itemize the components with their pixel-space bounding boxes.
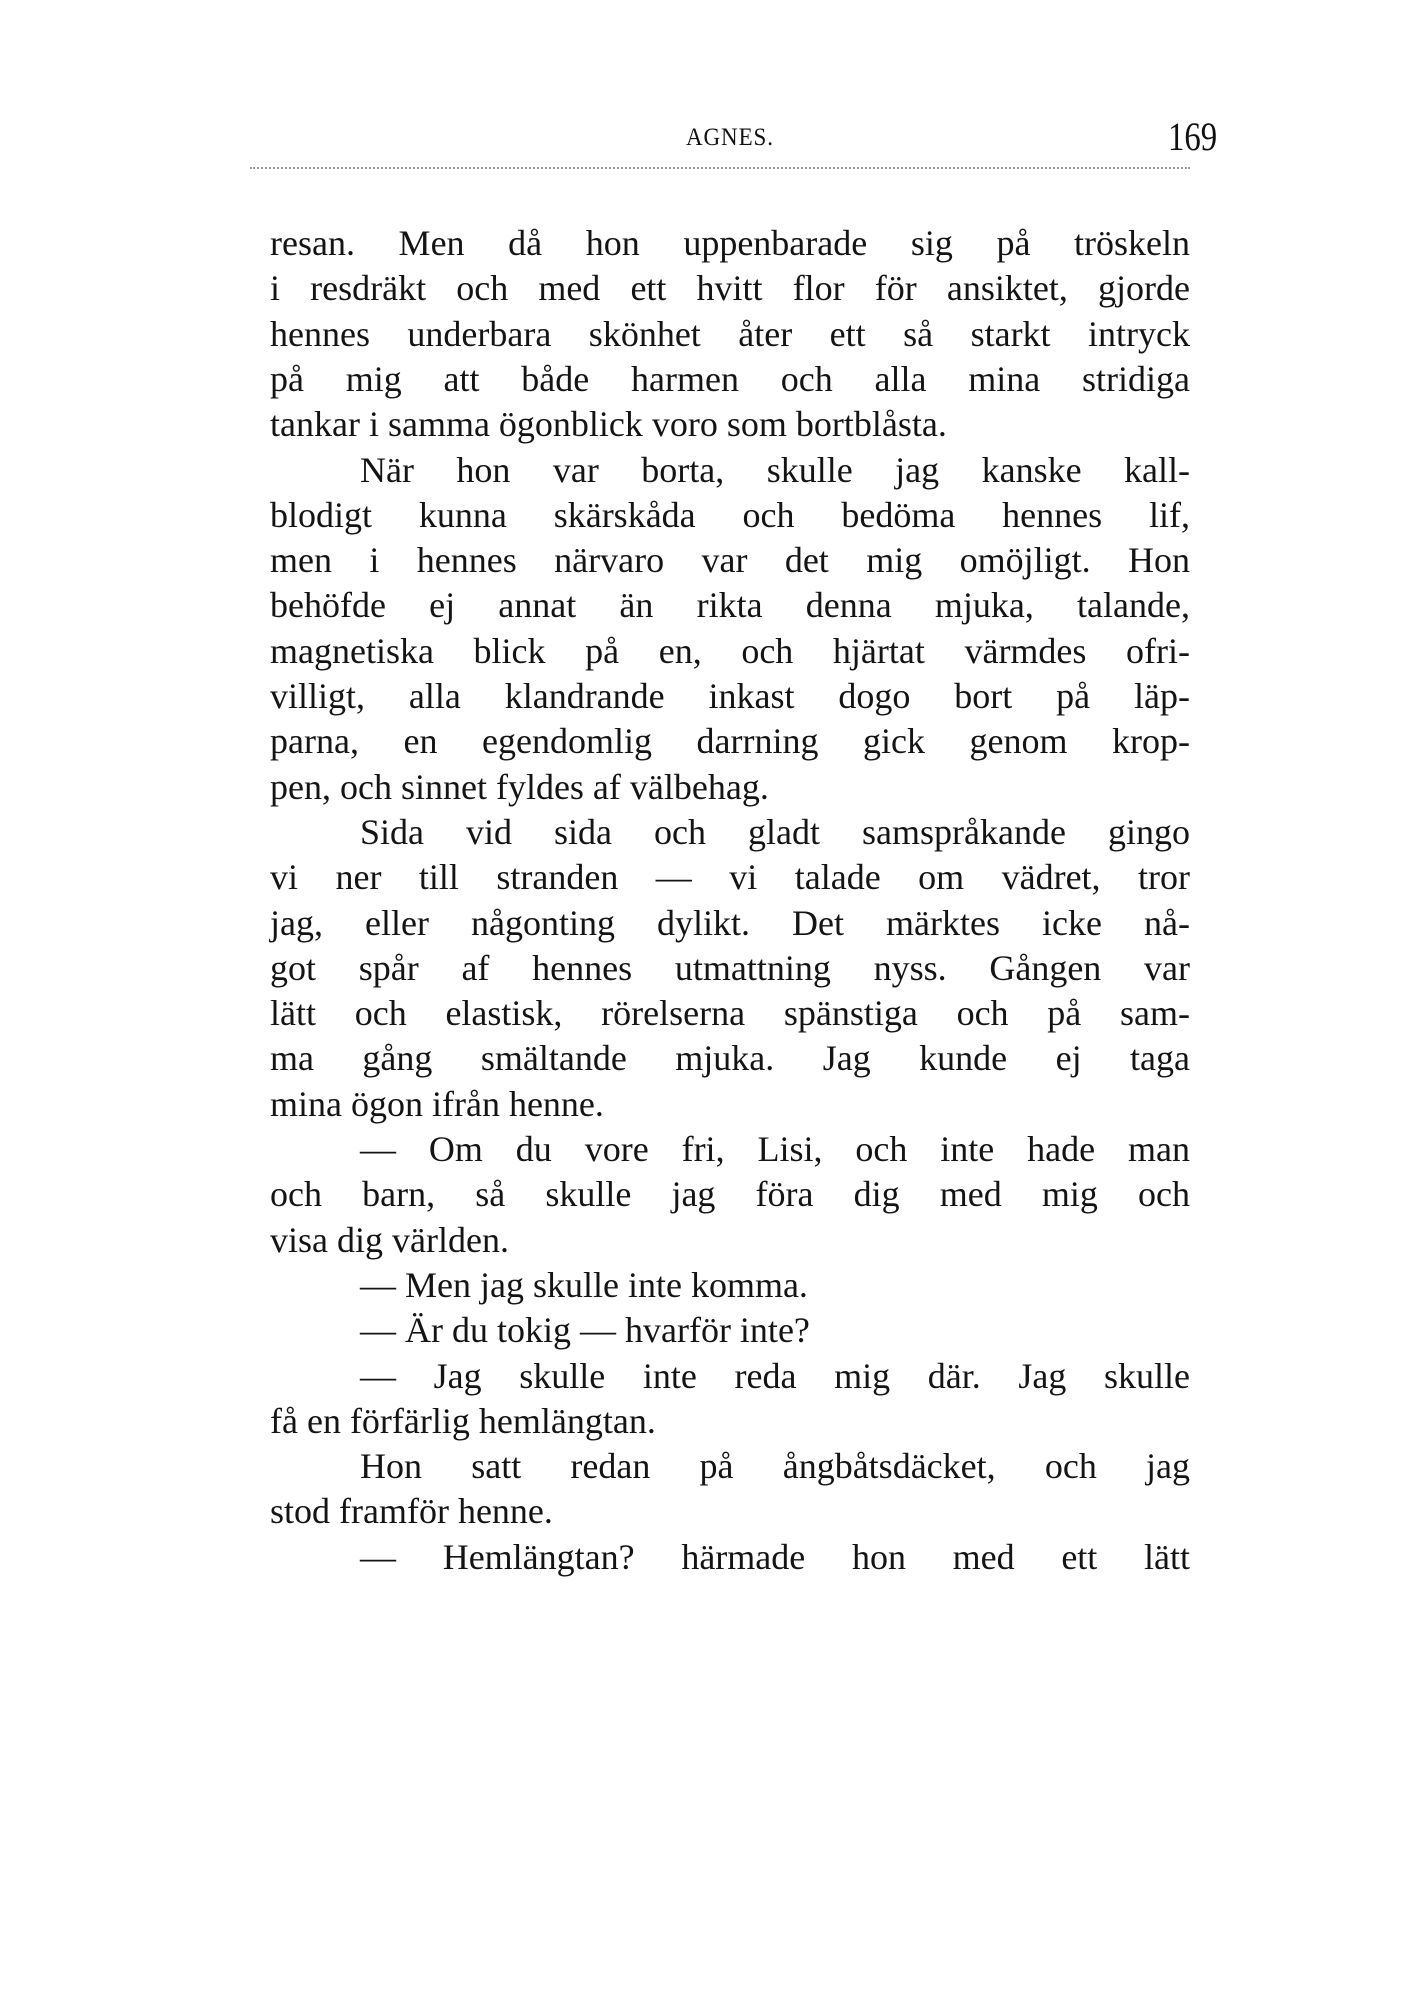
text-line: blodigt kunna skärskåda och bedöma hennes lif, (270, 494, 1190, 535)
text-line: — Hemlängtan? härmade hon med ett lätt (360, 1536, 1190, 1577)
text-line: — Är du tokig — hvarför inte? (360, 1310, 810, 1351)
text-line: resan. Men då hon uppenbarade sig på tröskeln (270, 223, 1190, 263)
text-line: magnetiska blick på en, och hjärtat värmdes ofri- (270, 630, 1190, 671)
text-line: på mig att både harmen och alla mina stridiga (270, 358, 1190, 399)
text-line: villigt, alla klandrande inkast dogo bort på läp- (270, 676, 1190, 716)
text-line: få en förfärlig hemlängtan. (270, 1400, 656, 1441)
running-title: AGNES. (686, 124, 774, 151)
text-line: behöfde ej annat än rikta denna mjuka, talande, (270, 585, 1190, 626)
text-line: i resdräkt och med ett hvitt flor för ansiktet, gjorde (270, 268, 1190, 309)
text-line: parna, en egendomlig darrning gick genom krop- (270, 721, 1190, 762)
text-line: — Men jag skulle inte komma. (360, 1264, 808, 1305)
text-line: och barn, så skulle jag föra dig med mig och (270, 1174, 1190, 1215)
page-number: 169 (1168, 114, 1218, 159)
text-line: stod framför henne. (270, 1491, 553, 1532)
text-line: got spår af hennes utmattning nyss. Gången var (270, 947, 1190, 988)
text-line: pen, och sinnet fyldes af välbehag. (270, 766, 769, 807)
text-line: mina ögon ifrån henne. (270, 1083, 604, 1124)
text-line: lätt och elastisk, rörelserna spänstiga och på sam- (270, 993, 1190, 1034)
text-line: men i hennes närvaro var det mig omöjligt. Hon (270, 540, 1190, 581)
text-line: visa dig världen. (270, 1219, 509, 1260)
text-line: — Jag skulle inte reda mig där. Jag skulle (360, 1355, 1190, 1396)
text-line: jag, eller någonting dylikt. Det märktes icke nå- (270, 902, 1190, 943)
text-line: När hon var borta, skulle jag kanske kall- (360, 449, 1190, 490)
text-line: tankar i samma ögonblick voro som bortblåsta. (270, 404, 947, 445)
text-line: Sida vid sida och gladt samspråkande gingo (360, 811, 1190, 852)
header-rule (250, 167, 1190, 169)
text-line: — Om du vore fri, Lisi, och inte hade man (360, 1129, 1190, 1169)
text-line: Hon satt redan på ångbåtsdäcket, och jag (360, 1446, 1190, 1487)
text-line: hennes underbara skönhet åter ett så starkt intryck (270, 313, 1190, 354)
text-line: ma gång smältande mjuka. Jag kunde ej taga (270, 1038, 1190, 1079)
text-line: vi ner till stranden — vi talade om vädret, tror (270, 857, 1190, 898)
